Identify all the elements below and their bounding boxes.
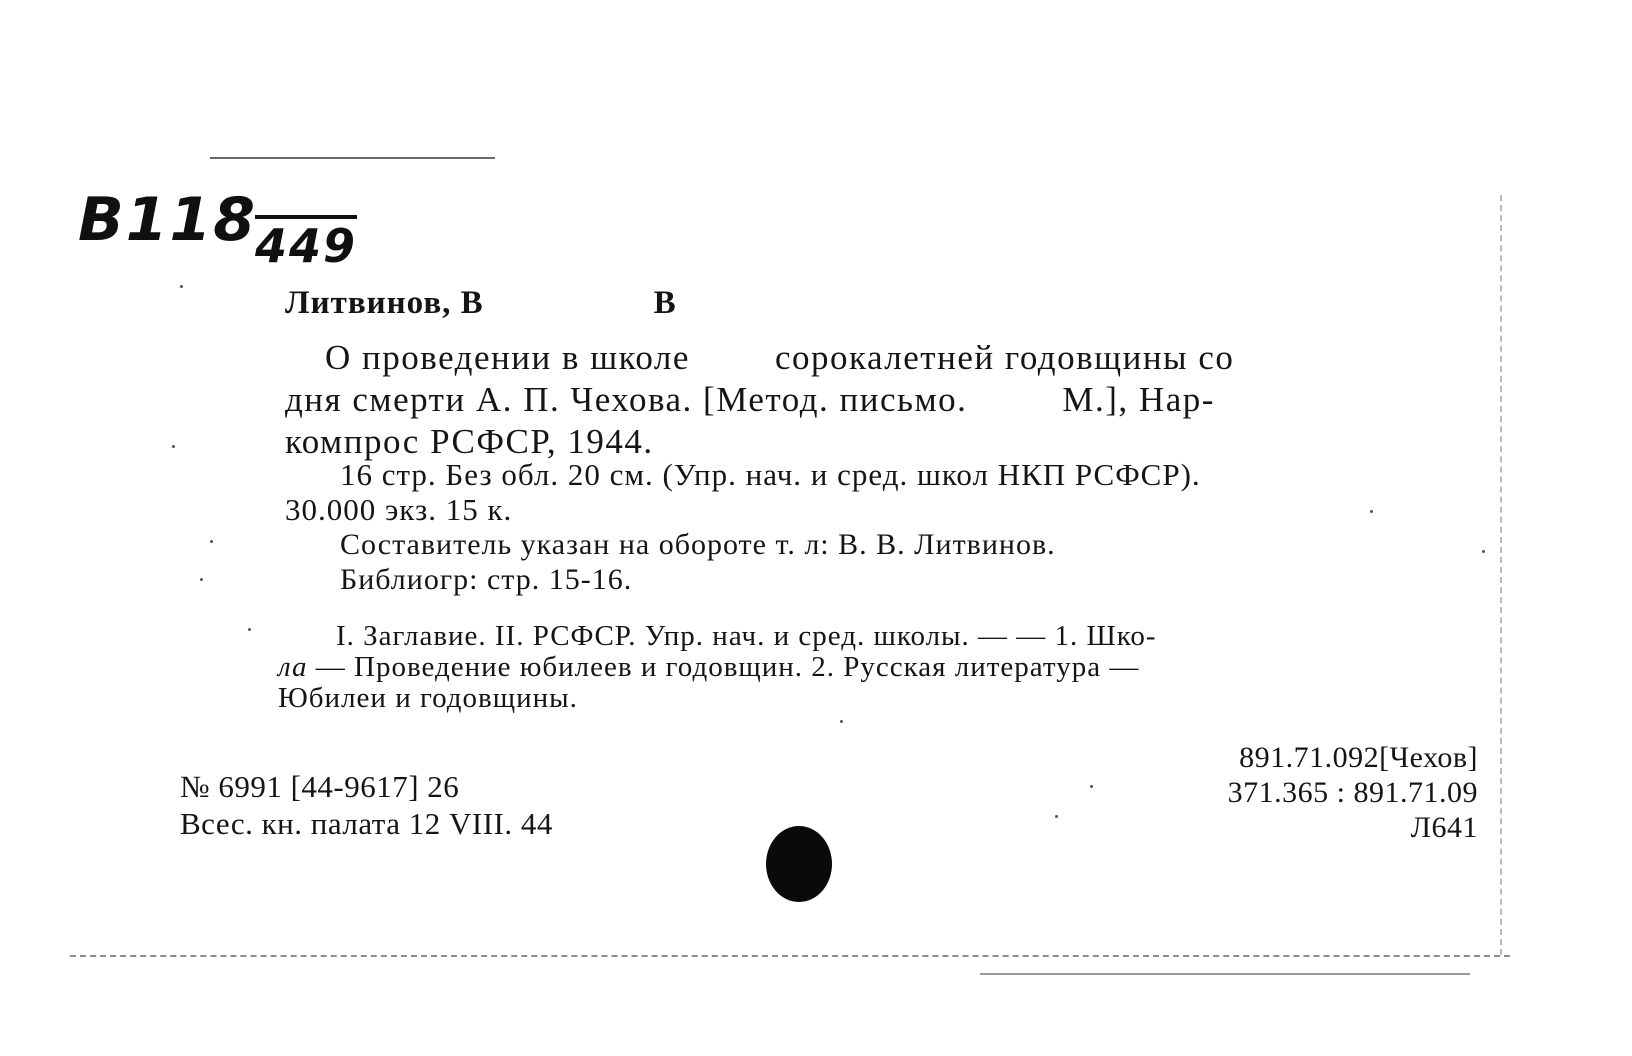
note-bibliography: Библиогр: стр. 15-16. <box>340 563 633 596</box>
author-mark: Л641 <box>1410 811 1478 844</box>
punch-hole <box>766 826 832 902</box>
classification-block <box>1140 740 1478 845</box>
bottom-dashed-rule <box>70 955 1510 957</box>
speck <box>172 445 175 448</box>
book-chamber-line: Всес. кн. палата 12 VIII. 44 <box>180 806 553 841</box>
speck <box>1090 785 1093 788</box>
subject-line-2: — Проведение юбилеев и годовщин. 2. Русская литература — <box>307 651 1140 683</box>
shelf-mark-main: В118 <box>78 185 257 255</box>
right-edge-dashed-rule <box>1500 195 1502 955</box>
author-heading <box>285 285 677 322</box>
title-line-2b: М.], Нар- <box>1062 380 1215 419</box>
speck <box>1370 510 1373 513</box>
title-line-1: О проведении в школе <box>325 338 690 377</box>
title-line-2: дня смерти А. П. Чехова. [Метод. письмо. <box>285 380 968 419</box>
handwritten-shelf-mark <box>78 185 359 273</box>
title-line-1b: сорокалетней годовщины со <box>774 338 1235 377</box>
speck <box>1055 815 1058 818</box>
speck <box>248 628 251 631</box>
title-statement <box>285 337 1234 463</box>
subject-line-2-italic: ла <box>278 651 308 683</box>
speck <box>200 578 203 581</box>
physical-line-2: 30.000 экз. 15 к. <box>285 492 513 527</box>
registration-block <box>180 768 553 842</box>
speck <box>1482 550 1485 553</box>
physical-description <box>285 457 1201 527</box>
physical-line-1: 16 стр. Без обл. 20 см. (Упр. нач. и сред. школ НКП РСФСР). <box>340 457 1201 492</box>
subject-line-3: Юбилеи и годовщины. <box>278 682 578 714</box>
subject-tracings <box>278 621 1157 714</box>
subject-line-1: I. Заглавие. II. РСФСР. Упр. нач. и сред. школы. — — 1. Шко- <box>336 620 1157 652</box>
shelf-mark-sub: 449 <box>254 219 358 273</box>
author-name: Литвинов, В <box>285 285 484 321</box>
notes <box>340 527 1056 597</box>
author-second-initial: В <box>653 285 677 321</box>
speck <box>180 285 183 288</box>
speck <box>210 540 213 543</box>
bottom-right-rule <box>980 973 1470 975</box>
note-compiler: Составитель указан на обороте т. л: В. В. Литвинов. <box>340 528 1056 561</box>
udc-number: 891.71.092[Чехов] <box>1239 741 1478 774</box>
top-left-rule <box>210 157 495 159</box>
title-line-3: компрос РСФСР, 1944. <box>285 422 654 461</box>
registration-number: № 6991 [44-9617] 26 <box>180 769 460 804</box>
udc-number-2: 371.365 : 891.71.09 <box>1227 776 1478 809</box>
speck <box>840 720 843 723</box>
